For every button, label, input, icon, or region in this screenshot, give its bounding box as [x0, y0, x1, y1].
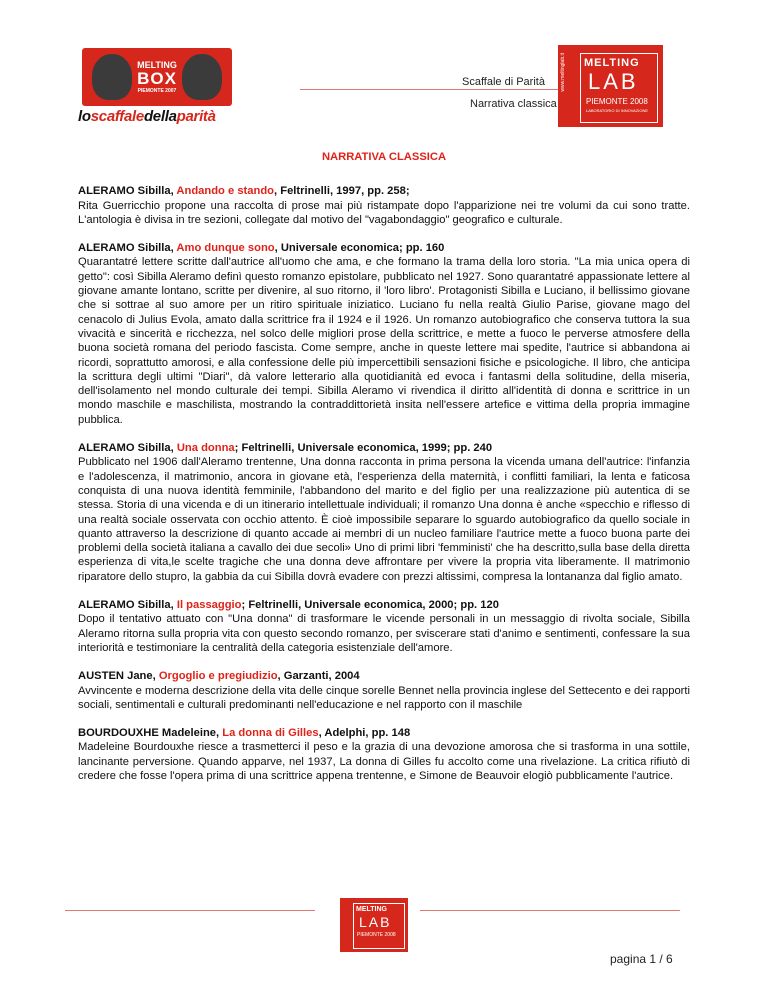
- header-title: Scaffale di Parità: [462, 76, 545, 88]
- entry-author: ALERAMO Sibilla,: [78, 185, 177, 198]
- footer-logo-line3: PIEMONTE 2008: [357, 932, 396, 938]
- entry-author: ALERAMO Sibilla,: [78, 242, 177, 255]
- entry-title: [78, 241, 690, 255]
- entry-details: ; Feltrinelli, Universale economica, 1999; pp. 240: [234, 442, 493, 455]
- melting-lab-line2: LAB: [588, 69, 639, 94]
- melting-lab-line3: PIEMONTE 2008: [586, 97, 648, 106]
- page-number: pagina 1 / 6: [610, 952, 673, 966]
- book-entry: [78, 598, 690, 655]
- entry-book-title: Amo dunque sono: [176, 242, 275, 255]
- entry-description: Avvincente e moderna descrizione della vita delle cinque sorelle Bennet nella provincia inglese del Settecento e dei rapporti sociali, sentimentali e culturali predominanti nell'educazione e nel rapporto con il maschile: [78, 684, 690, 711]
- entry-title: [78, 441, 690, 455]
- footer-logo-line2: LAB: [359, 914, 392, 930]
- document-body: [78, 150, 690, 797]
- entry-book-title: Una donna: [176, 442, 235, 455]
- entry-details: , Universale economica; pp. 160: [274, 242, 445, 255]
- header-subtitle: Narrativa classica: [470, 98, 557, 110]
- entry-details: , Adelphi, pp. 148: [318, 727, 411, 740]
- melting-lab-line1: MELTING: [584, 57, 640, 69]
- entry-book-title: Andando e stando: [176, 185, 275, 198]
- book-entry: [78, 441, 690, 584]
- entry-details: ; Feltrinelli, Universale economica, 2000; pp. 120: [241, 599, 499, 612]
- entry-description: Dopo il tentativo attuato con "Una donna" di trasformare le vicende personali in un messaggio di rivolta sociale, Sibilla Aleramo ritorna sulla propria vita con questo secondo romanzo, per sviscerare stati d'animo e sentimenti, confessare la sua interiorità e testimoniare la centralità della categoria esistenziale dell'amore.: [78, 613, 690, 654]
- book-entry: [78, 184, 690, 227]
- entry-author: ALERAMO Sibilla,: [78, 442, 177, 455]
- scaffale-wordmark: loscaffaledellaparità: [78, 108, 216, 125]
- footer-divider-right: [420, 910, 680, 911]
- melting-box-line2: BOX: [137, 68, 177, 88]
- entry-description: Quarantatré lettere scritte dall'autrice all'uomo che ama, e che formano la trama della loro storia. "La mia unica opera di getto": così Sibilla Aleramo definì questo romanzo epistolare, pubblicato nel 1927. Sono quarantatré appassionate lettere al giovane amante lontano, scritte per divenire, al suo ritorno, il 'loro libro'. Protagonisti Sibilla e Luciano, il bellissimo giovane che si sottrae al suo amore per un ritiro spirituale iniziatico. Luciano fu nella realtà Giulio Parise, giovane mago del cenacolo di Julius Evola, amato dalla scrittrice fra il 1924 e il 1926. Un romanzo autobiografico che conserva tuttora la sua vivacità e sincerità e ricchezza, nel solco delle migliori prose della scrittrice, e mette a fuoco le perverse atmosfere della buona società romana del periodo fascista. Come sempre, anche in queste lettere mai spedite, l'autrice si abbandona ai ricordi, soprattutto amorosi, e alla confessione delle più impercettibili sensazioni fisiche e psicologiche. Il libro, che anticipa la scrittura degli ultimi "Diari", dà valore letterario alla quotidianità ed evoca i fantasmi della solitudine, della miseria, dell'isolamento nel mondo culturale dei tempi. Sibilla Aleramo vi rivendica il diritto all'identità di donna e scrittrice in un mondo maschile e maschilista, mostrando la contraddittorietà insita nell'essere artefice e vittima della propria immagine pubblica.: [78, 256, 690, 426]
- melting-box-logo: [78, 48, 238, 126]
- footer-melting-lab-logo: [340, 898, 408, 952]
- face-portrait-right: [182, 54, 222, 100]
- entry-book-title: Orgoglio e pregiudizio: [158, 670, 278, 683]
- page-heading: NARRATIVA CLASSICA: [321, 151, 447, 163]
- entry-description: Rita Guerricchio propone una raccolta di prose mai più ristampate dopo l'apparizione nei tre volumi da cui sono tratte. L'antologia è divisa in tre sezioni, collegate dal motivo del "vagabondaggio" geografico e culturale.: [78, 199, 690, 226]
- face-portrait-left: [92, 54, 132, 100]
- melting-box-line3: PIEMONTE 2007: [137, 87, 177, 94]
- entry-title: [78, 669, 690, 683]
- melting-lab-url: www.meltinglab.it: [560, 53, 566, 92]
- entry-details: , Garzanti, 2004: [277, 670, 360, 683]
- melting-box-badge: [82, 48, 232, 106]
- entry-title: [78, 598, 690, 612]
- entry-details: , Feltrinelli, 1997, pp. 258;: [274, 185, 410, 198]
- entry-description: Madeleine Bourdouxhe riesce a trasmetterci il peso e la grazia di una devozione amorosa che si trasforma in una sottile, lancinante perversione. Quando apparve, nel 1937, La donna di Gilles fu accolto come una rivelazione. La critica rifiutò di credere che fosse l'opera prima di una scrittrice appena trentenne, e Simone de Beauvoir elogiò pubblicamente l'autrice.: [78, 741, 690, 782]
- entry-book-title: La donna di Gilles: [222, 727, 319, 740]
- entry-author: AUSTEN Jane,: [78, 670, 159, 683]
- footer-logo-line1: MELTING: [356, 906, 387, 913]
- melting-lab-line4: LABORATORIO DI INNOVAZIONE: [586, 108, 649, 113]
- entry-title: [78, 184, 690, 198]
- entry-book-title: Il passaggio: [176, 599, 242, 612]
- entry-description: Pubblicato nel 1906 dall'Aleramo trentenne, Una donna racconta in prima persona la vicenda umana dell'autrice: l'infanzia e l'adolescenza, il matrimonio, ancora in giovane età, l'esperienza della maternità, i conflitti familiari, la lenta e faticosa conquista di una nuova identità femminile, l'abbandono del marito e del figlio per una realizzazione più autentica di se stessa. Storia di una vicenda e di un itinerario intellettuale individuali; il romanzo Una donna è anche «specchio e riflesso di una realtà sociale osservata con occhio attento. È cioè impossibile separare lo sguardo autobiografico da quello sociale in quanto attraverso la descrizione di quanto accade ai membri di un nucleo familiare l'autrice mette a fuoco buona parte dei problemi della società italiana a cavallo dei due secoli» Uno di primi libri 'femministi' che ha descritto,sulla base della diretta esperienza di vita,le scelte tragiche che una donna deve affrontare per vivere la propria vita liberamente. Il matrimonio riparatore dello stupro, la gabbia da cui Sibilla dovrà evadere con prezzi altissimi, compresa la lontananza dal figlio amato.: [78, 456, 690, 583]
- book-entry: [78, 669, 690, 712]
- footer-divider-left: [65, 910, 315, 911]
- melting-box-line1: MELTING: [137, 59, 177, 70]
- entry-title: [78, 726, 690, 740]
- entry-author: ALERAMO Sibilla,: [78, 599, 177, 612]
- melting-lab-logo: [558, 45, 663, 127]
- book-entry: [78, 726, 690, 783]
- entry-author: BOURDOUXHE Madeleine,: [78, 727, 223, 740]
- book-entry: [78, 241, 690, 427]
